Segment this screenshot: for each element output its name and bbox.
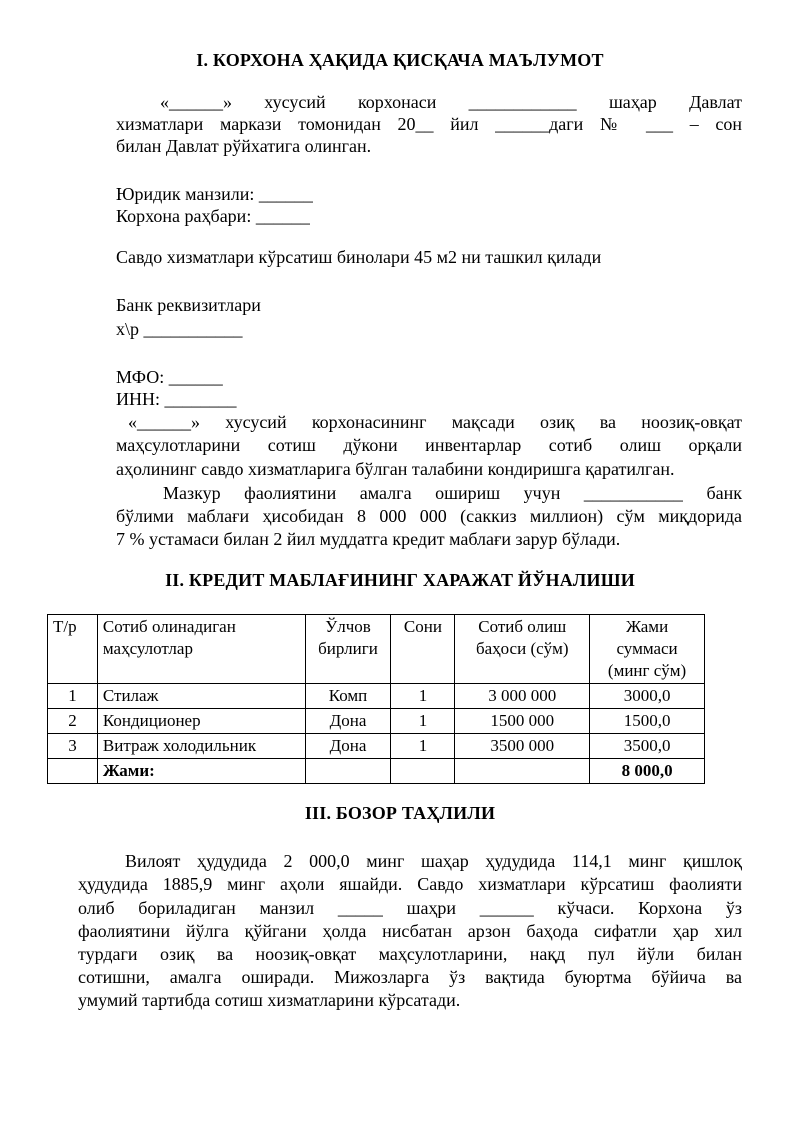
section1-para3-line3: 7 % устамаси билан 2 йил муддатга кредит маблағи зарур бўлади. [116, 529, 621, 549]
cell-product: Витраж холодильник [97, 734, 305, 759]
cell-price: 3500 000 [455, 734, 590, 759]
cell-quantity: 1 [391, 734, 455, 759]
cell-quantity: 1 [391, 684, 455, 709]
section1-para2-line3: аҳолининг савдо хизматларига бўлган талабини кондиришга қаратилган. [116, 459, 675, 479]
cell-unit: Дона [305, 734, 391, 759]
total-label: Жами: [97, 759, 305, 784]
col-header-total: Жами суммаси (минг сўм) [590, 615, 705, 684]
section3-line-4: фаолиятини йўлга қўйгани ҳолда нисбатан арзон баҳода сифатли ҳар хил [78, 921, 742, 941]
cell-empty [48, 759, 98, 784]
section3-line-1: Вилоят ҳудудида 2 000,0 минг шаҳар ҳудудида 114,1 минг қишлоқ [125, 851, 742, 871]
cell-price: 3 000 000 [455, 684, 590, 709]
credit-expense-table [47, 614, 705, 784]
premises-area: Савдо хизматлари кўрсатиш бинолари 45 м2 ни ташкил қилади [116, 247, 602, 267]
section3-line-5: турдаги озиқ ва ноозиқ-овқат маҳсулотларини, нақд пул йўли билан [78, 944, 742, 964]
total-value: 8 000,0 [590, 759, 705, 784]
section1-para2-line1: «______» хусусий корхонасининг мақсади озиқ ва ноозиқ-овқат [128, 412, 742, 432]
section1-para1-line1: «______» хусусий корхонаси ____________ шаҳар Давлат [160, 92, 742, 112]
col-header-price: Сотиб олиш баҳоси (сўм) [455, 615, 590, 684]
cell-empty [305, 759, 391, 784]
col-header-unit: Ўлчов бирлиги [305, 615, 391, 684]
bank-mfo: МФО: ______ [116, 367, 223, 387]
cell-number: 1 [48, 684, 98, 709]
cell-product: Стилаж [97, 684, 305, 709]
section3-line-2: ҳудудида 1885,9 минг аҳоли яшайди. Савдо хизматлари кўрсатиш фаолияти [78, 874, 742, 894]
cell-number: 2 [48, 709, 98, 734]
cell-quantity: 1 [391, 709, 455, 734]
cell-total: 3000,0 [590, 684, 705, 709]
cell-product: Кондиционер [97, 709, 305, 734]
cell-number: 3 [48, 734, 98, 759]
cell-total: 1500,0 [590, 709, 705, 734]
cell-empty [455, 759, 590, 784]
section1-para3-line1: Мазкур фаолиятини амалга ошириш учун ___________ банк [163, 483, 742, 503]
table-row [48, 709, 705, 734]
col-header-number: Т/р [48, 615, 98, 684]
section1-para1-line2: хизматлари маркази томонидан 20__ йил ______даги № ___ – сон [116, 114, 742, 134]
table-header-row [48, 615, 705, 684]
section3-heading: III. БОЗОР ТАҲЛИЛИ [304, 803, 496, 823]
col-header-quantity: Сони [391, 615, 455, 684]
section3-line-6: сотишни, амалга оширади. Мижозларга ўз вақтида буюртма бўйича ва [78, 967, 742, 987]
bank-inn: ИНН: ________ [116, 389, 237, 409]
table-row [48, 734, 705, 759]
bank-account: х\р ___________ [116, 319, 243, 339]
section3-line-7: умумий тартибда сотиш хизматларини кўрсатади. [78, 990, 461, 1010]
table-total-row [48, 759, 705, 784]
cell-unit: Комп [305, 684, 391, 709]
cell-unit: Дона [305, 709, 391, 734]
section2-heading: II. КРЕДИТ МАБЛАҒИНИНГ ХАРАЖАТ ЙЎНАЛИШИ [165, 570, 635, 590]
legal-address: Юридик манзили: ______ [116, 184, 313, 204]
section1-heading: I. КОРХОНА ҲАҚИДА ҚИСҚАЧА МАЪЛУМОТ [196, 50, 604, 70]
section1-para3-line2: бўлими маблағи ҳисобидан 8 000 000 (саккиз миллион) сўм миқдорида [116, 506, 742, 526]
cell-empty [391, 759, 455, 784]
section3-line-3: олиб бориладиган манзил _____ шаҳри ______ кўчаси. Корхона ўз [78, 898, 742, 918]
cell-total: 3500,0 [590, 734, 705, 759]
col-header-products: Сотиб олинадиган маҳсулотлар [97, 615, 305, 684]
bank-details-title: Банк реквизитлари [116, 295, 261, 315]
table-row [48, 684, 705, 709]
section1-para2-line2: маҳсулотларини сотиш дўкони инвентарлар сотиб олиш орқали [116, 435, 742, 455]
cell-price: 1500 000 [455, 709, 590, 734]
director: Корхона раҳбари: ______ [116, 206, 310, 226]
section1-para1-line3: билан Давлат рўйхатига олинган. [116, 136, 372, 156]
